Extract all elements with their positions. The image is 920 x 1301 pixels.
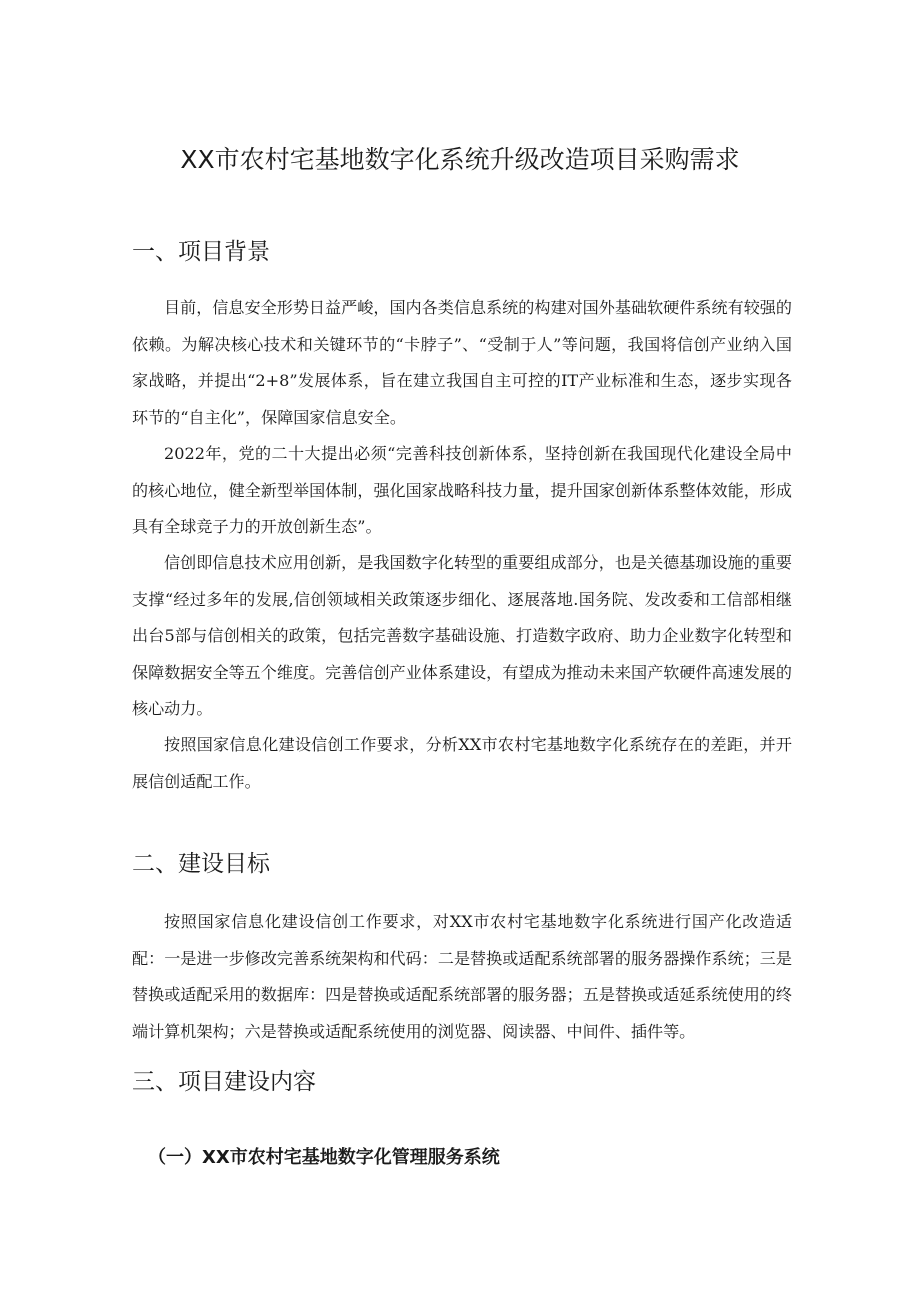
- paragraph-background-3: 信创即信息技术应用创新，是我国数字化转型的重要组成部分，也是关德基珈设施的重要支撑“经过多年的发展,信创领域相关政策逐步细化、逐展落地.国务院、发改委和工信部相继出台5部与信创相关的政策，包括完善数字基础设施、打造数字政府、助力企业数字化转型和保障数据安全等五个维度。完善信创产业体系建设，有望成为推动未来国产软硬件高速发展的核心动力。: [132, 553, 792, 718]
- section-heading-content: 三、项目建设内容: [132, 1069, 316, 1095]
- document-title: XX市农村宅基地数字化系统升级改造项目采购需求: [180, 145, 740, 174]
- section-heading-goals: 二、建设目标: [132, 851, 270, 877]
- section-heading-background: 一、项目背景: [132, 239, 270, 265]
- paragraph-goals-1: 按照国家信息化建设信创工作要求，对XX市农村宅基地数字化系统进行国产化改造适配：一是进一步修改完善系统架构和代码：二是替换或适配系统部署的服务器操作系统；三是替换或适配采用的数据库：四是替换或适配系统部署的服务器；五是替换或适延系统使用的终端计算机架构；六是替换或适配系统使用的浏览器、阅读器、中间件、插件等。: [132, 912, 792, 1041]
- paragraph-background-2: 2022年，党的二十大提出必须“完善科技创新体系，坚持创新在我国现代化建设全局中的核心地位，健全新型举国体制，强化国家战略科技力量，提升国家创新体系整体效能，形成具有全球竞子力的开放创新生态”。: [132, 444, 792, 536]
- subsection-heading-system: （一）XX市农村宅基地数字化管理服务系统: [148, 1147, 500, 1168]
- paragraph-background-1: 目前，信息安全形势日益严峻，国内各类信息系统的构建对国外基础软硬件系统有较强的依赖。为解决核心技术和关键环节的“卡脖子”、“受制于人”等问题，我国将信创产业纳入国家战略，并提出“2+8”发展体系，旨在建立我国自主可控的IT产业标准和生态，逐步实现各环节的“自主化”，保障国家信息安全。: [132, 298, 792, 427]
- paragraph-background-4: 按照国家信息化建设信创工作要求，分析XX市农村宅基地数字化系统存在的差距，并开展信创适配工作。: [132, 735, 792, 791]
